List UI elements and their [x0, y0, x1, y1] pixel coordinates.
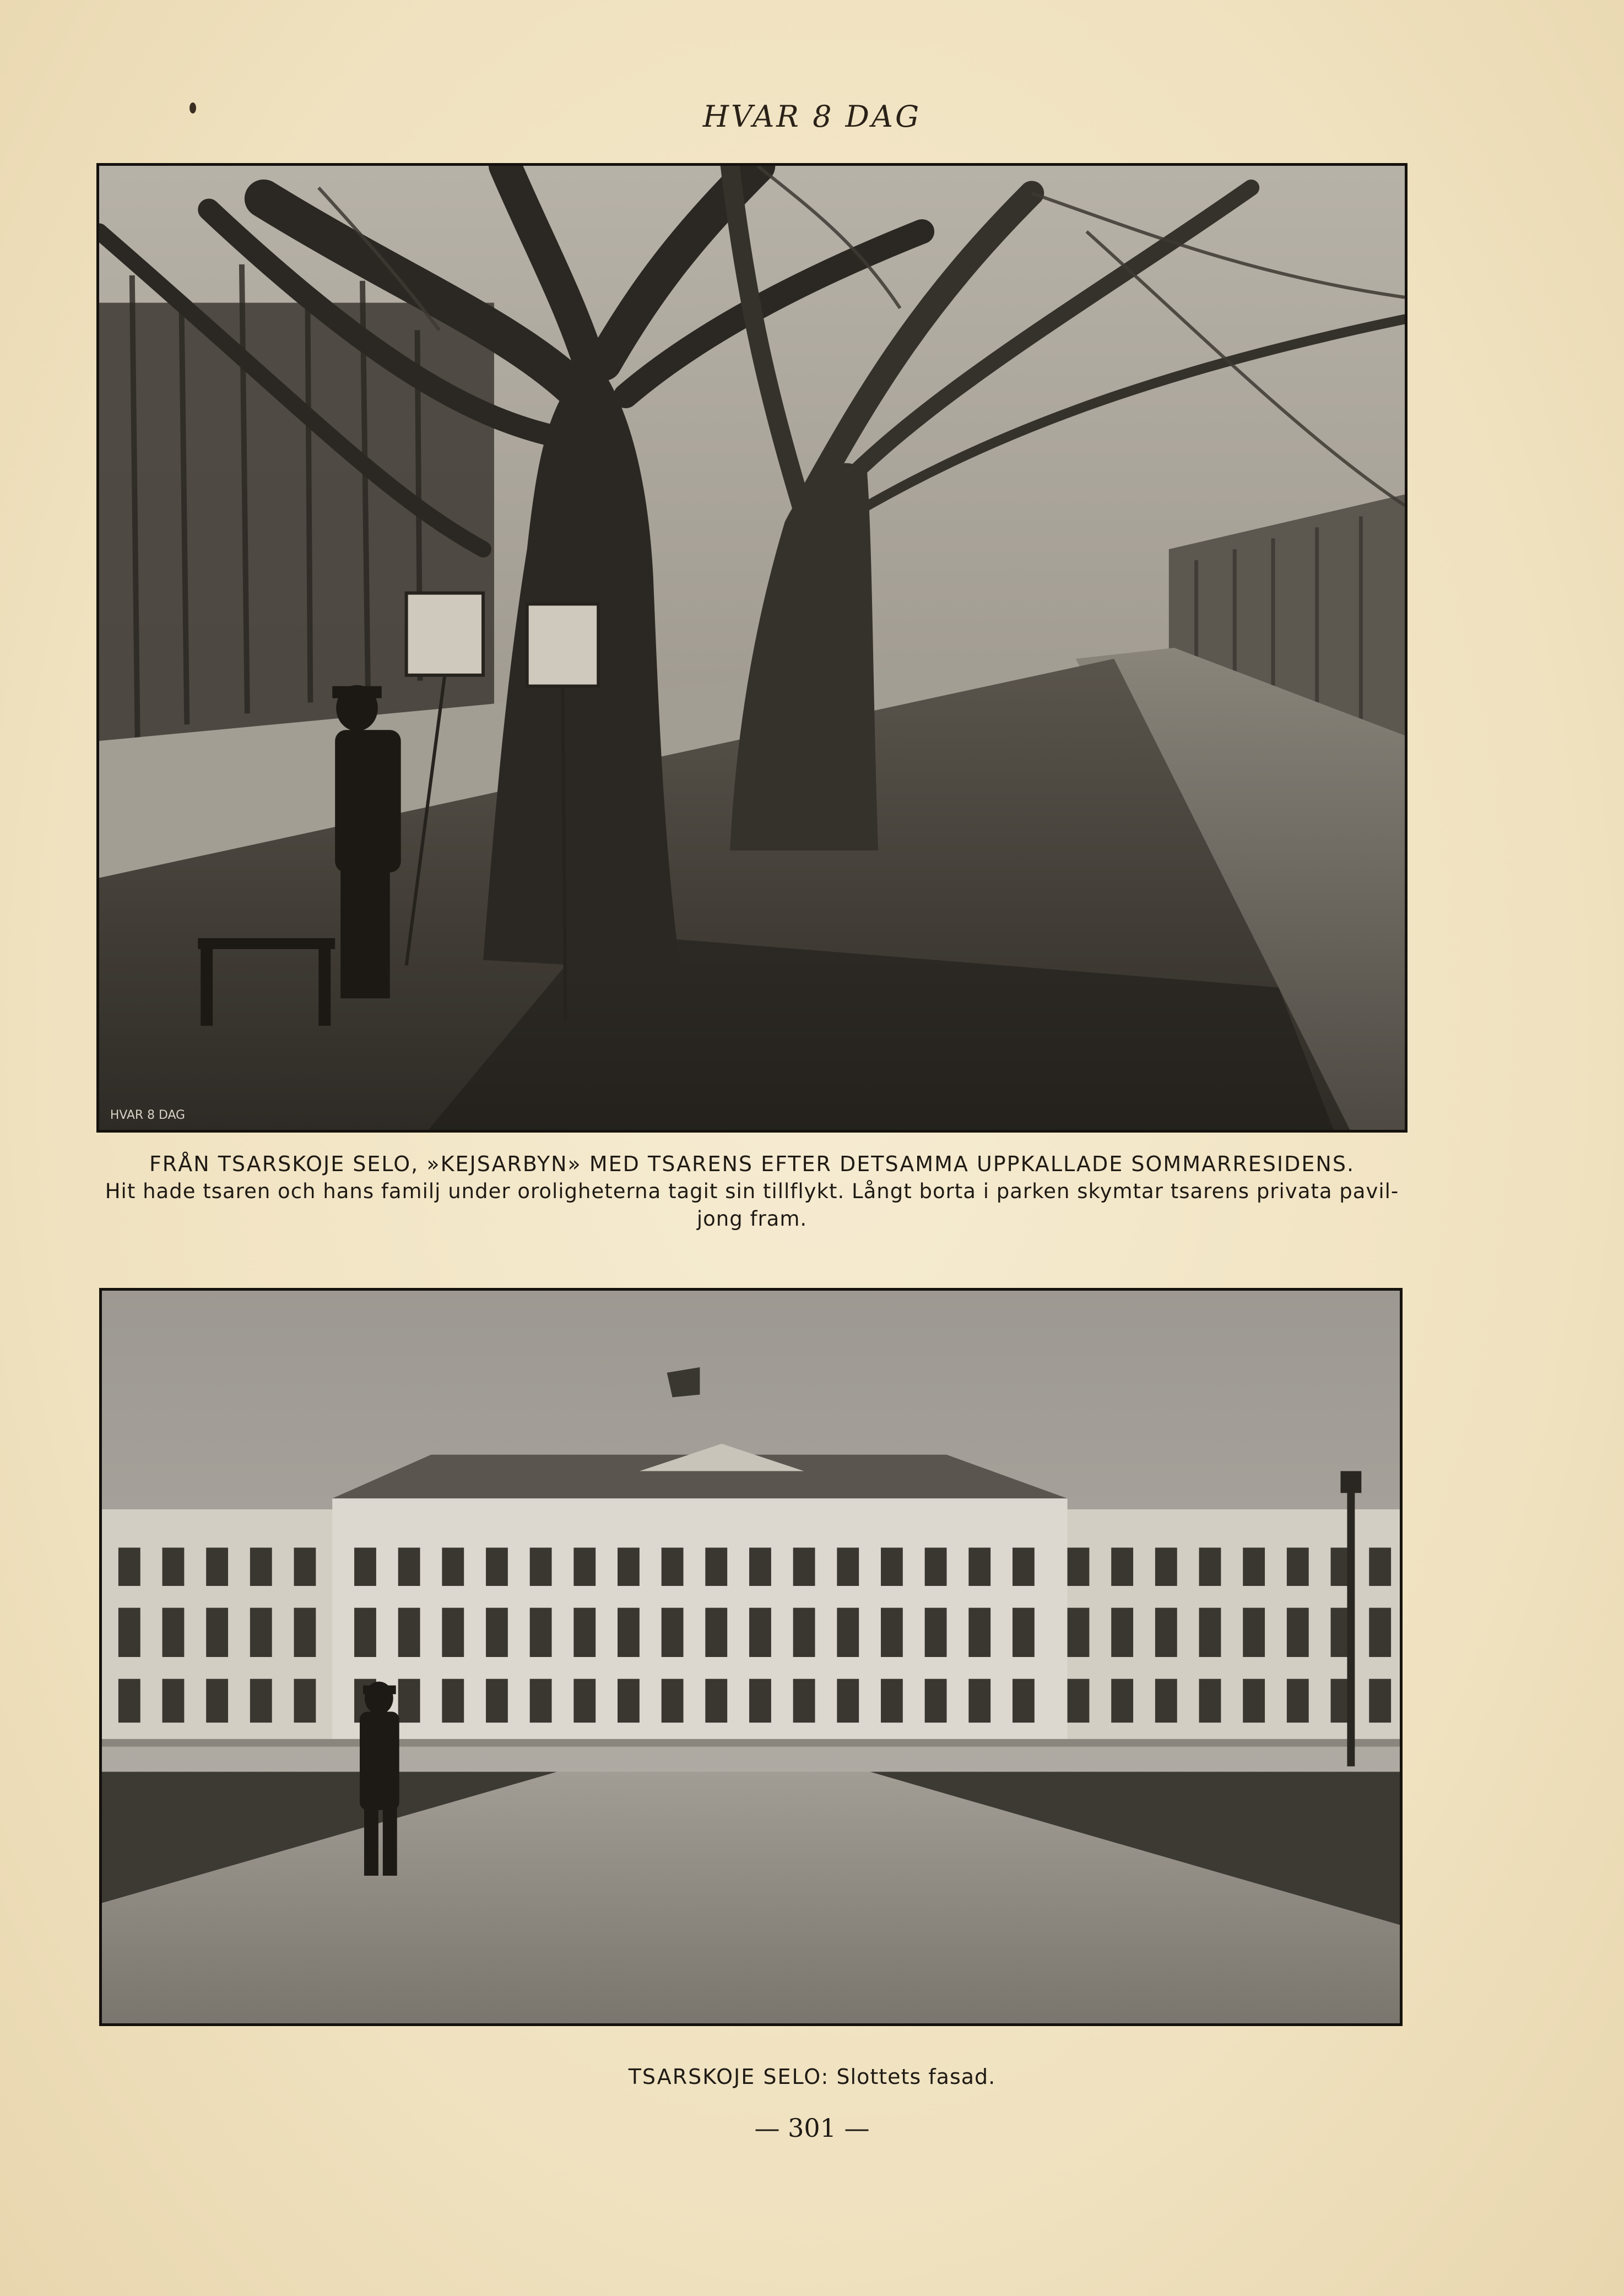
caption-park-line2: jong fram. — [696, 1207, 808, 1231]
page-number: — 301 — — [754, 2113, 870, 2143]
photo-park-trees — [96, 163, 1408, 1133]
caption-photo-park — [96, 1150, 1408, 1233]
photo-palace-facade — [99, 1288, 1403, 2026]
running-head: HVAR 8 DAG — [702, 99, 922, 134]
caption-park-lead: FRÅN TSARSKOJE SELO, »KEJSARBYN» MED TSARENS EFTER DETSAMMA UPPKALLADE SOMMARRESIDENS. — [149, 1152, 1355, 1176]
caption-palace-text: Slottets fasad. — [836, 2065, 996, 2089]
photo-credit: HVAR 8 DAG — [110, 1108, 186, 1123]
caption-photo-palace — [0, 2065, 1624, 2089]
palace-windows — [118, 1547, 1391, 1723]
caption-palace-place: TSARSKOJE SELO: — [628, 2065, 830, 2089]
photo-park-illustration — [99, 166, 1405, 1130]
caption-park-line1: Hit hade tsaren och hans familj under oroligheterna tagit sin tillflykt. Långt borta i parken skymtar tsarens privata pavil- — [105, 1179, 1399, 1203]
photo-palace-illustration — [102, 1291, 1400, 2023]
